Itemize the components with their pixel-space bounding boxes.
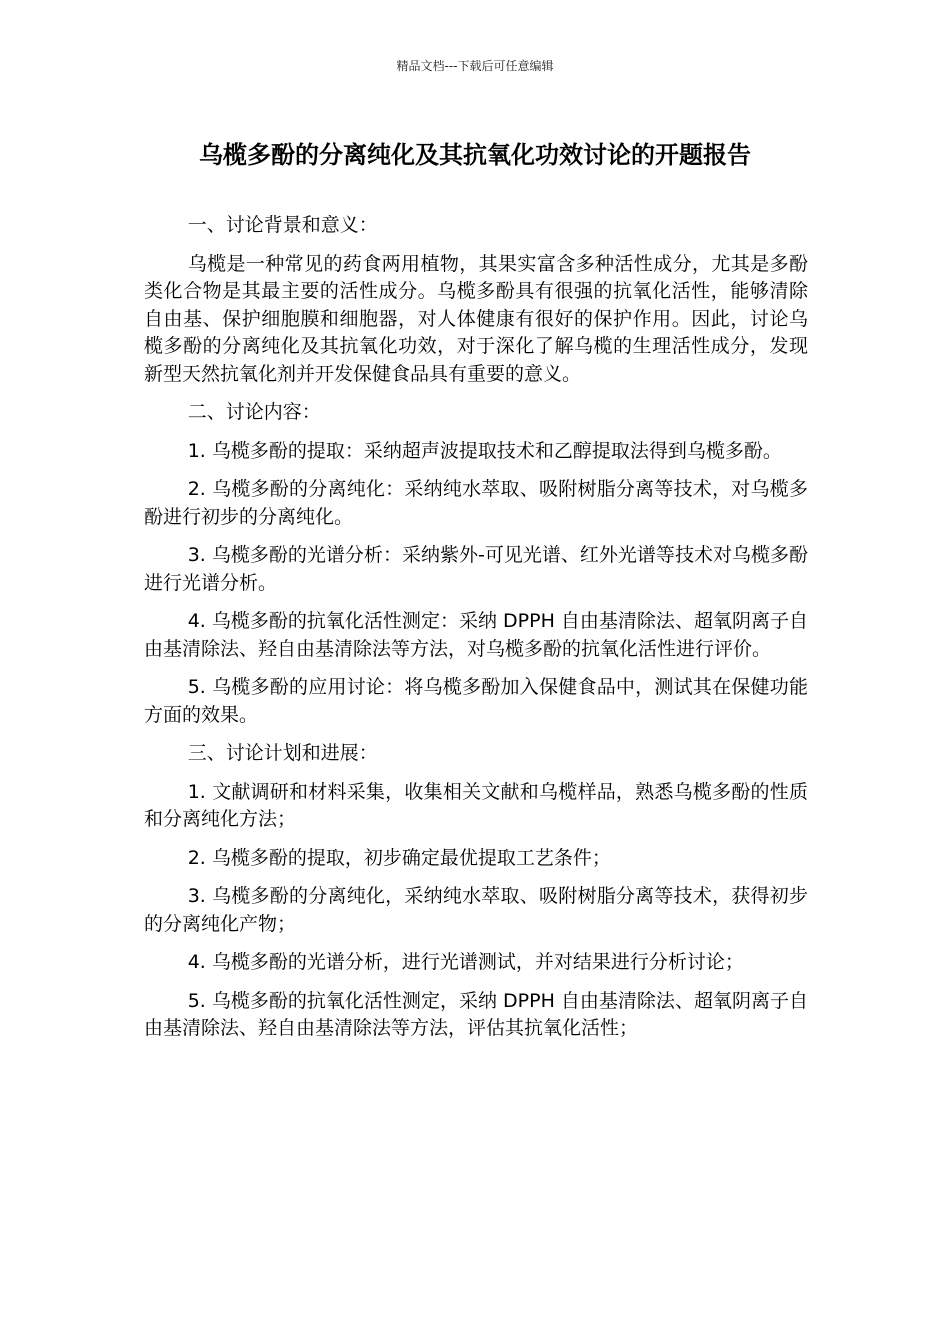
document-title: 乌榄多酚的分离纯化及其抗氧化功效讨论的开题报告 (199, 141, 751, 169)
section-heading-background: 一、讨论背景和意义： (187, 214, 378, 236)
plan-item-4: 4. 乌榄多酚的光谱分析，进行光谱测试，并对结果进行分析讨论； (187, 951, 744, 973)
content-item-1: 1. 乌榄多酚的提取：采纳超声波提取技术和乙醇提取法得到乌榄多酚。 (187, 439, 782, 462)
content-item-5: 5. 乌榄多酚的应用讨论：将乌榄多酚加入保健食品中，测试其在保健功能方面的效果。 (144, 676, 808, 726)
plan-item-1: 1. 文献调研和材料采集，收集相关文献和乌榄样品，熟悉乌榄多酚的性质和分离纯化方法； (144, 780, 808, 830)
plan-item-5: 5. 乌榄多酚的抗氧化活性测定，采纳 DPPH 自由基清除法、超氧阴离子自由基清除法、羟自由基清除法等方法，评估其抗氧化活性； (144, 989, 808, 1039)
paragraph-background: 乌榄是一种常见的药食两用植物，其果实富含多种活性成分，尤其是多酚类化合物是其最主要的活性成分。乌榄多酚具有很强的抗氧化活性，能够清除自由基、保护细胞膜和细胞器，对人体健康有很好的保护作用。因此，讨论乌榄多酚的分离纯化及其抗氧化功效，对于深化了解乌榄的生理活性成分，发现新型天然抗氧化剂并开发保健食品具有重要的意义。 (144, 252, 808, 385)
plan-item-2: 2. 乌榄多酚的提取，初步确定最优提取工艺条件； (187, 846, 611, 869)
document-body (144, 212, 808, 1054)
plan-item-3: 3. 乌榄多酚的分离纯化，采纳纯水萃取、吸附树脂分离等技术，获得初步的分离纯化产物； (144, 885, 808, 935)
section-heading-plan: 三、讨论计划和进展： (187, 742, 378, 764)
content-item-3: 3. 乌榄多酚的光谱分析：采纳紫外-可见光谱、红外光谱等技术对乌榄多酚进行光谱分析。 (144, 544, 808, 594)
content-item-2: 2. 乌榄多酚的分离纯化：采纳纯水萃取、吸附树脂分离等技术，对乌榄多酚进行初步的分离纯化。 (144, 478, 808, 528)
content-item-4: 4. 乌榄多酚的抗氧化活性测定：采纳 DPPH 自由基清除法、超氧阴离子自由基清除法、羟自由基清除法等方法，对乌榄多酚的抗氧化活性进行评价。 (144, 610, 808, 660)
header-note: 精品文档---下载后可任意编辑 (396, 59, 554, 73)
section-heading-content: 二、讨论内容： (187, 401, 321, 423)
